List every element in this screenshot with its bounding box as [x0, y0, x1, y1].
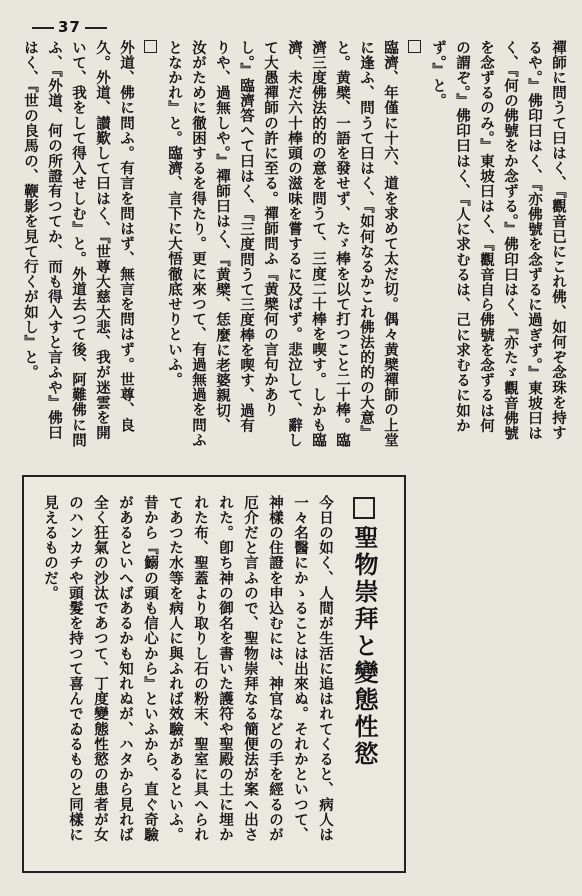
paragraph-gedo: 外道、佛に問ふ。有言を問はず、無言を問はず。世尊、良久。外道、讃歎して曰はく、『世尊大慈大悲、我が迷雲を開いて、我をして得入せしむ』と。外道去つて後、阿難佛に問ふ、『外道、何の所證有つてか、而も得入すと言ふや』佛曰はく、『世の良馬の、鞭影を見て行くが如し』と。 [22, 40, 135, 448]
article-title-text: 聖物崇拜と變態性慾 [350, 525, 378, 768]
boxed-article [22, 475, 406, 873]
page-number-text: 37 [58, 18, 81, 36]
paragraph-dongpo: 禪師に問うて曰はく、『觀音已にこれ佛、如何ぞ念珠を持するや。』佛印曰はく、『亦佛號を念ずるに過ぎず。』東坡曰はく、『何の佛號をか念ずる。』佛印曰はく、『亦たゞ觀音佛號を念ずるのみ。』東坡曰はく、『觀音自ら佛號を念ずるは何の謂ぞ。』佛印曰はく、『人に求むるは、己に求むるに如かず。』と。 [430, 40, 567, 442]
article-title [347, 497, 382, 768]
square-marker-icon [408, 40, 421, 53]
square-marker-icon [144, 40, 157, 53]
page-number [28, 18, 111, 36]
section-mark [138, 40, 162, 440]
main-text-column-block [22, 40, 570, 448]
paragraph-rinzai: 臨濟、年僅に十六、道を求めて太だ切。偶々黄檗禪師の上堂に逢ふ、問うて曰はく、『如何なるかこれ佛法的的の大意』と。黄檗、一語を發せず、たゞ棒を以て打つこと二十棒。臨濟三度佛法的的の意を問うて、三度二十棒を喫す。しかも臨濟、未だ六十棒頭の滋味を嘗するに及ばず。悲泣して、辭して大愚禪師の許に至る。禪師問ふ『黄檗何の言句かありし。』臨濟答へて曰はく、『三度問うて三度棒を喫す、過有りや、過無しや。』禪師曰はく、『黄檗、恁麼に老婆親切、汝がために徹困するを得たり。更に來つて、有過無過を問ふとなかれ』と。臨濟、言下に大悟徹底せりといふ。 [166, 40, 399, 448]
square-marker-icon [353, 497, 375, 519]
section-mark [402, 40, 426, 440]
article-body: 今日の如く、人間が生活に追はれてくると、病人は一々名醫にかゝることは出來ぬ。それかといつて、神樣の住證を申込むには、神官などの手を經るのが厄介だと言ふので、聖物崇拜なる簡便法が案へ出された。卽ち神の御名を書いた護符や聖殿の土に埋かれた布、聖蓋より取りし石の粉末、聖室に具へられてあつた水等を病人に與ふれば效驗があるといふ。昔から『鰯の頭も信心から』といふから、直ぐ奇驗があるといへばあるかも知れぬが、ハタから見れば全く狂氣の沙汰であつて、丁度變態性慾の患者が女のハンカチや頭髮を持つて喜んでゐるものと同樣に見えるものだ。 [42, 495, 334, 843]
